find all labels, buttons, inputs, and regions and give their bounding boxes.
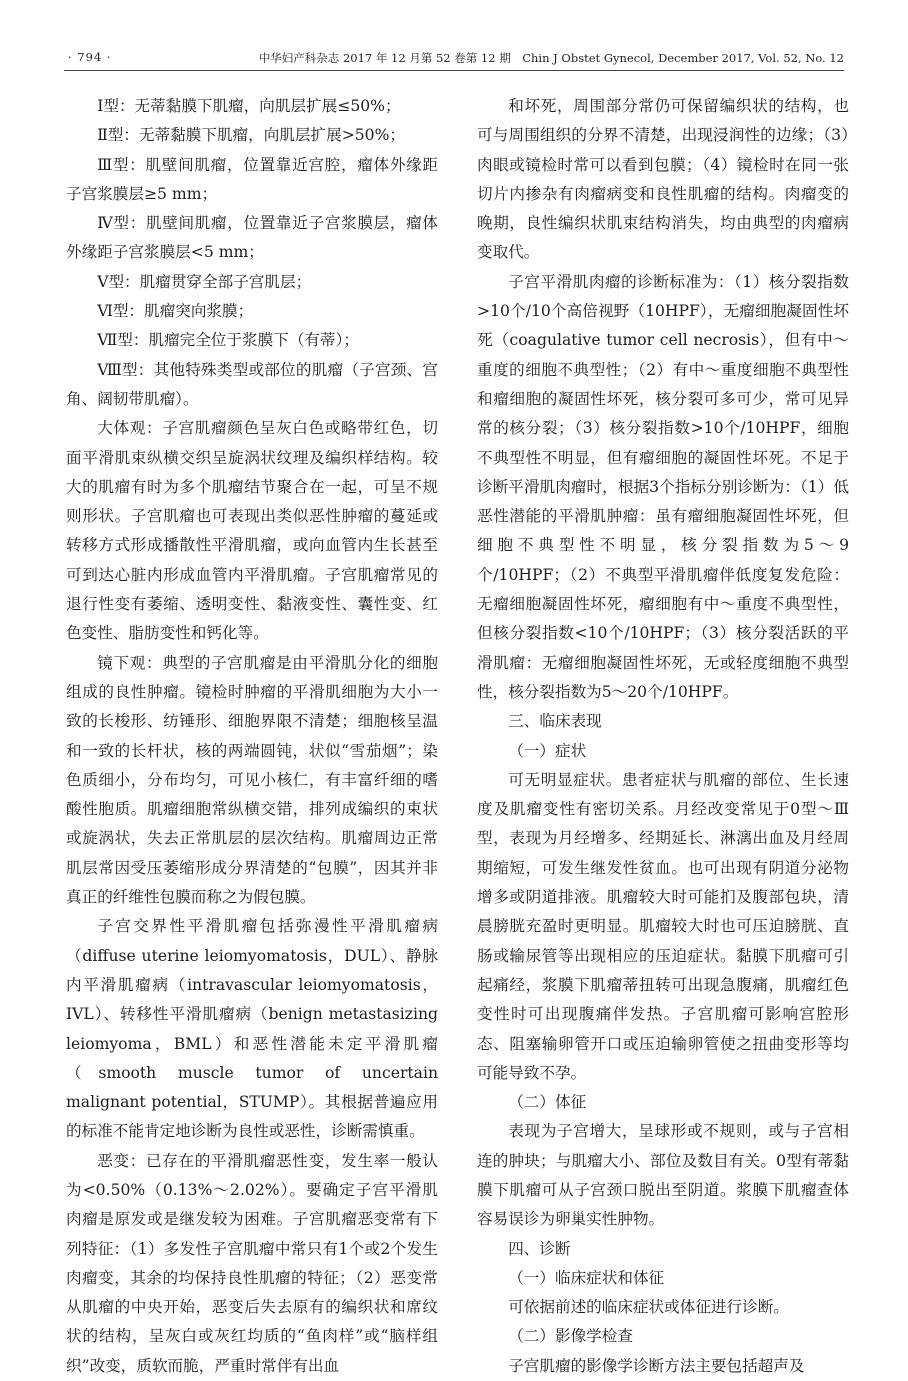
left-column [66,92,438,1381]
malignant-change-continued: 和坏死，周围部分常仍可保留编织状的结构，也可与周围组织的分界不清楚，出现浸润性的边缘；（3）肉眼或镜检时常可以看到包膜；（4）镜检时在同一张切片内掺杂有肉瘤病变和良性肌瘤的结构。肉瘤变的晚期，良性编织状肌束结构消失，均由典型的肉瘤病变取代。 [477,97,849,262]
section-heading-diagnosis: 四、诊断 [508,1239,571,1258]
subheading-imaging: （二）影像学检查 [508,1327,633,1346]
leiomyosarcoma-criteria-paragraph: 子宫平滑肌肉瘤的诊断标准为：（1）核分裂指数>10个/10个高倍视野（10HPF），无瘤细胞凝固性坏死（coagulative tumor cell necrosis），但有中～重度的细胞不典型性；（2）有中～重度细胞不典型性和瘤细胞的凝固性坏死，核分裂可多可少，常可见异常的核分裂；（3）核分裂指数>10个/10HPF，细胞不典型性不明显，但有瘤细胞的凝固性坏死。不足于诊断平滑肌肉瘤时，根据3个指标分别诊断为：（1）低恶性潜能的平滑肌肿瘤：虽有瘤细胞凝固性坏死，但细胞不典型性不明显，核分裂指数为5～9个/10HPF；（2）不典型平滑肌瘤伴低度复发危险：无瘤细胞凝固性坏死，瘤细胞有中～重度不典型性，但核分裂指数<10个/10HPF；（3）核分裂活跃的平滑肌瘤：无瘤细胞凝固性坏死，无或轻度细胞不典型性，核分裂指数为5～20个/10HPF。 [477,272,849,701]
borderline-tumor-paragraph: 子宫交界性平滑肌瘤包括弥漫性平滑肌瘤病（diffuse uterine leiomyomatosis，DUL）、静脉内平滑肌瘤病（intravascular leiomyomatosis，IVL）、转移性平滑肌瘤病（benign metastasizing leiomyoma，BML）和恶性潜能未定平滑肌瘤（smooth muscle tumor of uncertain malignant potential，STUMP）。其根据普遍应用的标准不能肯定地诊断为良性或恶性，诊断需慎重。 [66,917,438,1141]
section-heading-clinical: 三、临床表现 [508,712,602,731]
running-header [68,50,844,70]
subheading-clinical-signs: （一）临床症状和体征 [508,1268,665,1287]
right-column [477,92,849,1381]
journal-citation: 中华妇产科杂志 2017 年 12 月第 52 卷第 12 期 Chin J Obstet Gynecol, December 2017, Vol. 52, No. 12 [258,51,844,65]
type-5-item: Ⅴ型：肌瘤贯穿全部子宫肌层； [97,272,312,291]
microscopic-paragraph: 镜下观：典型的子宫肌瘤是由平滑肌分化的细胞组成的良性肿瘤。镜检时肿瘤的平滑肌细胞为大小一致的长梭形、纺锤形、细胞界限不清楚；细胞核呈温和一致的长杆状，核的两端圆钝，状似“雪茄烟”；染色质细小，分布均匀，可见小核仁，有丰富纤细的嗜酸性胞质。肌瘤细胞常纵横交错，排列成编织的束状或旋涡状，失去正常肌层的层次结构。肌瘤周边正常肌层常因受压萎缩形成分界清楚的“包膜”，因其并非真正的纤维性包膜而称之为假包膜。 [66,653,438,907]
subheading-symptoms: （一）症状 [508,741,587,760]
clinical-diagnosis-paragraph: 可依据前述的临床症状或体征进行诊断。 [508,1298,789,1317]
malignant-change-paragraph: 恶变：已存在的平滑肌瘤恶性变，发生率一般认为<0.50%（0.13%～2.02%）。要确定子宫平滑肌肉瘤是原发或是继发较为困难。子宫肌瘤恶变常有下列特征：（1）多发性子宫肌瘤中常只有1个或2个发生肉瘤变，其余的均保持良性肌瘤的特征；（2）恶变常从肌瘤的中央开始，恶变后失去原有的编织状和席纹状的结构，呈灰白或灰红均质的“鱼肉样”或“脑样组织”改变，质软而脆，严重时常伴有出血 [66,1151,438,1375]
signs-paragraph: 表现为子宫增大，呈球形或不规则，或与子宫相连的肿块；与肌瘤大小、部位及数目有关。0型有蒂黏膜下肌瘤可从子宫颈口脱出至阴道。浆膜下肌瘤查体容易误诊为卵巢实性肿物。 [477,1122,849,1229]
type-7-item: Ⅶ型：肌瘤完全位于浆膜下（有蒂）； [97,331,360,350]
type-1-item: Ⅰ型：无蒂黏膜下肌瘤，向肌层扩展≤50%； [97,97,401,115]
header-rule [64,70,844,71]
type-8-item: Ⅷ型：其他特殊类型或部位的肌瘤（子宫颈、宫角、阔韧带肌瘤）。 [66,360,438,408]
type-2-item: Ⅱ型：无蒂黏膜下肌瘤，向肌层扩展>50%； [97,126,406,145]
page-number: · 794 · [68,50,112,64]
gross-appearance-paragraph: 大体观：子宫肌瘤颜色呈灰白色或略带红色，切面平滑肌束纵横交织呈旋涡状纹理及编织样结构。较大的肌瘤有时为多个肌瘤结节聚合在一起，可呈不规则形状。子宫肌瘤也可表现出类似恶性肿瘤的蔓延或转移方式形成播散性平滑肌瘤，或向血管内生长甚至可到达心脏内形成血管内平滑肌瘤。子宫肌瘤常见的退行性变有萎缩、透明变性、黏液变性、囊性变、红色变性、脂肪变性和钙化等。 [66,419,438,643]
type-4-item: Ⅳ型：肌壁间肌瘤，位置靠近子宫浆膜层，瘤体外缘距子宫浆膜层<5 mm； [66,214,438,262]
symptoms-paragraph: 可无明显症状。患者症状与肌瘤的部位、生长速度及肌瘤变性有密切关系。月经改变常见于0型～Ⅲ型，表现为月经增多、经期延长、淋漓出血及月经周期缩短，可发生继发性贫血。也可出现有阴道分泌物增多或阴道排液。肌瘤较大时可能扪及腹部包块，清晨膀胱充盈时更明显。肌瘤较大时也可压迫膀胱、直肠或输尿管等出现相应的压迫症状。黏膜下肌瘤可引起痛经，浆膜下肌瘤蒂扭转可出现急腹痛，肌瘤红色变性时可出现腹痛伴发热。子宫肌瘤可影响宫腔形态、阻塞输卵管开口或压迫输卵管使之扭曲变形等均可能导致不孕。 [477,770,849,1082]
type-3-item: Ⅲ型：肌壁间肌瘤，位置靠近宫腔，瘤体外缘距子宫浆膜层≥5 mm； [66,155,438,203]
imaging-paragraph: 子宫肌瘤的影像学诊断方法主要包括超声及 [508,1356,805,1375]
subheading-signs: （二）体征 [508,1093,587,1112]
type-6-item: Ⅵ型：肌瘤突向浆膜； [97,302,254,321]
